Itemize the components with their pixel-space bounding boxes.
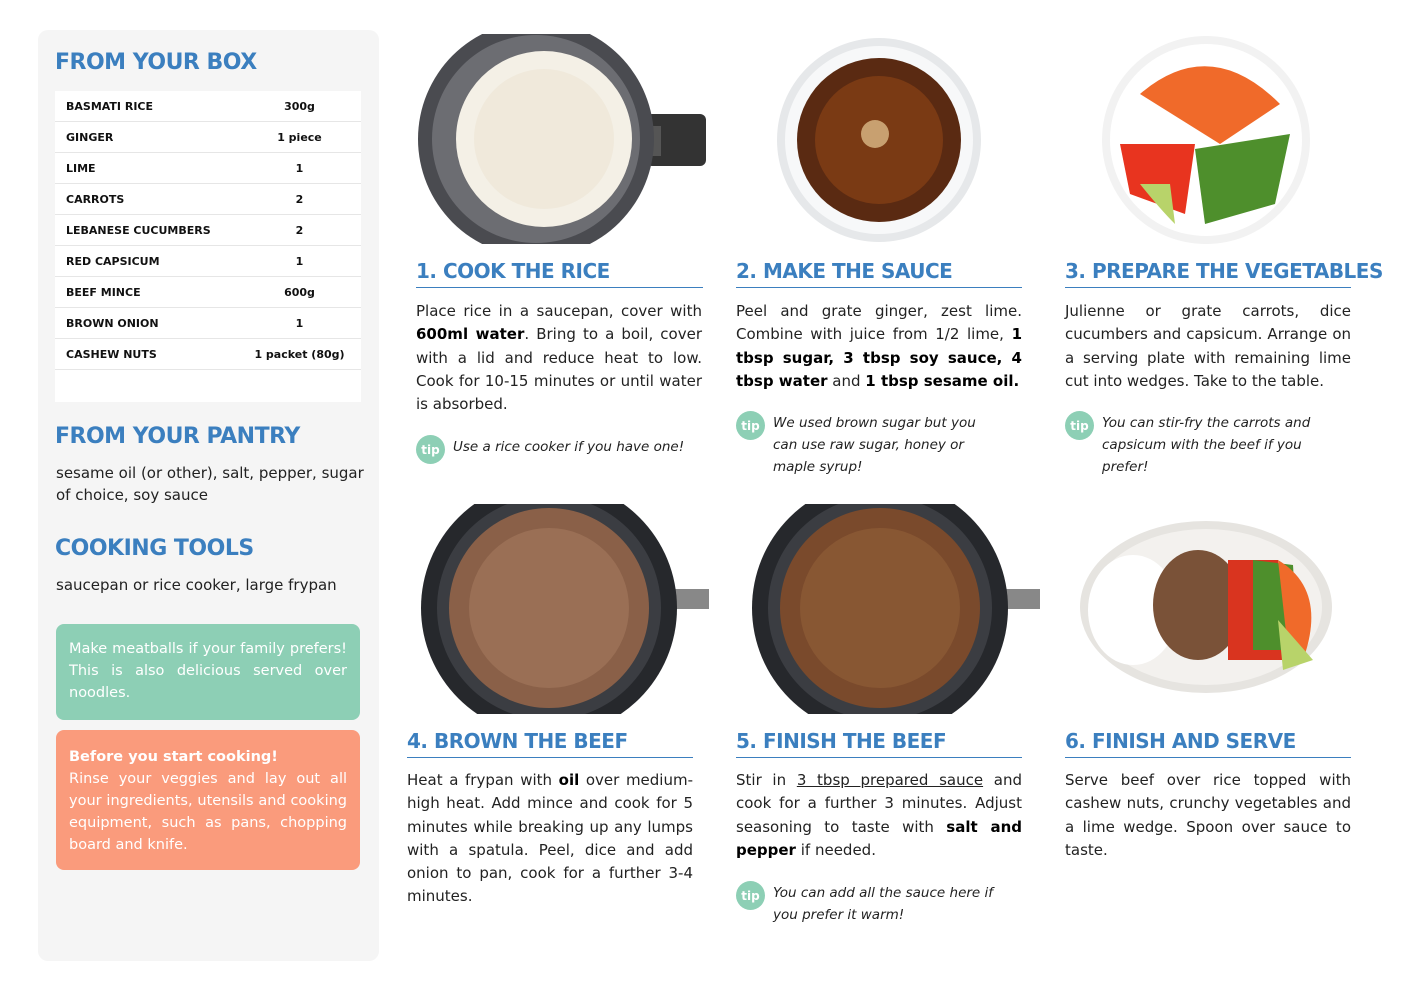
body-text: and	[827, 371, 866, 390]
before-cooking-heading: Before you start cooking!	[69, 749, 278, 765]
vegetable-plate-photo	[1100, 34, 1312, 244]
underlined-text: 3 tbsp prepared sauce	[796, 771, 984, 789]
pantry-list: sesame oil (or other), salt, pepper, sugar of choice, soy sauce	[56, 464, 364, 504]
ingredient-name: CARROTS	[66, 192, 125, 206]
step-2-body	[736, 300, 1022, 393]
from-your-box-title: FROM YOUR BOX	[55, 50, 257, 75]
bold-text: salt and pepper	[736, 817, 1023, 859]
tip-badge-icon: tip	[736, 411, 765, 440]
bold-text: 1 tbsp sesame oil.	[865, 371, 1020, 390]
body-text: Place rice in a saucepan, cover with	[416, 302, 702, 320]
body-text: Serve beef over rice topped with cashew nuts, crunchy vegetables and a lime wedge. Spoon over sauce to taste.	[1065, 771, 1351, 859]
body-text: Stir in	[736, 771, 797, 789]
ingredient-qty: 600g	[284, 285, 315, 299]
step-4-body	[407, 769, 693, 909]
step-3-tip-text: You can stir-fry the carrots and capsicum with the beef if you prefer!	[1102, 415, 1311, 475]
step-1-body	[416, 300, 702, 416]
tip-badge-icon: tip	[1065, 411, 1094, 440]
step-1-tip	[416, 436, 702, 464]
finished-beef-pan-photo	[750, 504, 1040, 714]
body-text: over medium-high heat. Add mince and cook for 5 minutes while breaking up any lumps with a spatula. Peel, dice and add onion to pan, cook for a further 3-4 minutes.	[407, 771, 694, 906]
ingredient-qty: 1	[295, 254, 304, 268]
ingredient-name: LEBANESE CUCUMBERS	[66, 223, 211, 237]
step-1-title: 1. COOK THE RICE	[416, 259, 703, 288]
family-tip-note: Make meatballs if your family prefers! This is also delicious served over noodles.	[56, 624, 360, 720]
ingredient-row	[55, 308, 361, 339]
serving-plate-photo	[1078, 520, 1334, 695]
body-text: Heat a frypan with	[407, 771, 559, 789]
ingredient-row	[55, 215, 361, 246]
ingredients-panel	[38, 30, 379, 961]
step-6-body	[1065, 769, 1351, 862]
step-2-tip-text: We used brown sugar but you can use raw sugar, honey or maple syrup!	[773, 415, 976, 475]
step-3-tip	[1065, 412, 1351, 478]
ingredient-row	[55, 122, 361, 153]
step-6-title: 6. FINISH AND SERVE	[1065, 729, 1351, 758]
bold-text: 600ml water	[416, 325, 525, 344]
body-text: if needed.	[795, 840, 876, 859]
body-text: . Bring to a boil, cover with a lid and reduce heat to low. Cook for 10-15 minutes or until water is absorbed.	[416, 325, 702, 414]
ingredient-qty: 1	[295, 316, 304, 330]
step-4-title: 4. BROWN THE BEEF	[407, 729, 693, 758]
step-5-title: 5. FINISH THE BEEF	[736, 729, 1022, 758]
ingredient-name: CASHEW NUTS	[66, 347, 157, 361]
ingredient-qty: 1 piece	[277, 130, 322, 144]
ingredient-row	[55, 277, 361, 308]
ingredient-row	[55, 184, 361, 215]
step-2-tip	[736, 412, 986, 478]
step-5-tip-text: You can add all the sauce here if you prefer it warm!	[773, 885, 994, 923]
ingredient-row	[55, 339, 361, 370]
ingredient-name: BEEF MINCE	[66, 285, 141, 299]
ingredient-qty: 1	[295, 161, 304, 175]
ingredient-qty: 2	[295, 223, 304, 237]
step-2-title: 2. MAKE THE SAUCE	[736, 259, 1022, 288]
step-5-tip	[736, 882, 1022, 926]
step-1-tip-text: Use a rice cooker if you have one!	[453, 439, 685, 455]
tip-badge-icon: tip	[416, 435, 445, 464]
ingredient-name: BROWN ONION	[66, 316, 159, 330]
ingredient-qty: 1 packet (80g)	[254, 347, 345, 361]
ingredient-name: GINGER	[66, 130, 114, 144]
step-3-body	[1065, 300, 1351, 393]
cooking-tools-list: saucepan or rice cooker, large frypan	[56, 576, 337, 594]
bold-text: 1 tbsp sugar, 3 tbsp soy sauce, 4 tbsp water	[736, 325, 1022, 390]
ingredient-name: RED CAPSICUM	[66, 254, 160, 268]
body-text: Peel and grate ginger, zest lime. Combine with juice from 1/2 lime,	[736, 302, 1022, 344]
ingredient-row	[55, 246, 361, 277]
cooking-tools-title: COOKING TOOLS	[55, 536, 254, 561]
ingredients-table	[55, 91, 361, 402]
rice-pot-photo	[416, 34, 708, 244]
ingredient-row	[55, 91, 361, 122]
tip-badge-icon: tip	[736, 881, 765, 910]
ingredient-row	[55, 153, 361, 184]
bold-text: oil	[558, 771, 580, 789]
step-5-body	[736, 769, 1022, 862]
before-cooking-note	[56, 730, 360, 870]
from-your-pantry-title: FROM YOUR PANTRY	[55, 424, 300, 449]
browning-beef-pan-photo	[419, 504, 709, 714]
body-text: Julienne or grate carrots, dice cucumbers and capsicum. Arrange on a serving plate with remaining lime cut into wedges. Take to the table.	[1065, 302, 1351, 390]
before-cooking-text: Rinse your veggies and lay out all your ingredients, utensils and cooking equipment, such as pans, chopping board and knife.	[69, 771, 347, 853]
ingredient-qty: 2	[295, 192, 304, 206]
sauce-bowl-photo	[775, 34, 985, 244]
ingredient-name: LIME	[66, 161, 96, 175]
step-3-title: 3. PREPARE THE VEGETABLES	[1065, 259, 1351, 288]
ingredient-qty: 300g	[284, 99, 315, 113]
body-text: and cook for a further 3 minutes. Adjust seasoning to taste with	[736, 771, 1022, 836]
ingredient-name: BASMATI RICE	[66, 99, 154, 113]
